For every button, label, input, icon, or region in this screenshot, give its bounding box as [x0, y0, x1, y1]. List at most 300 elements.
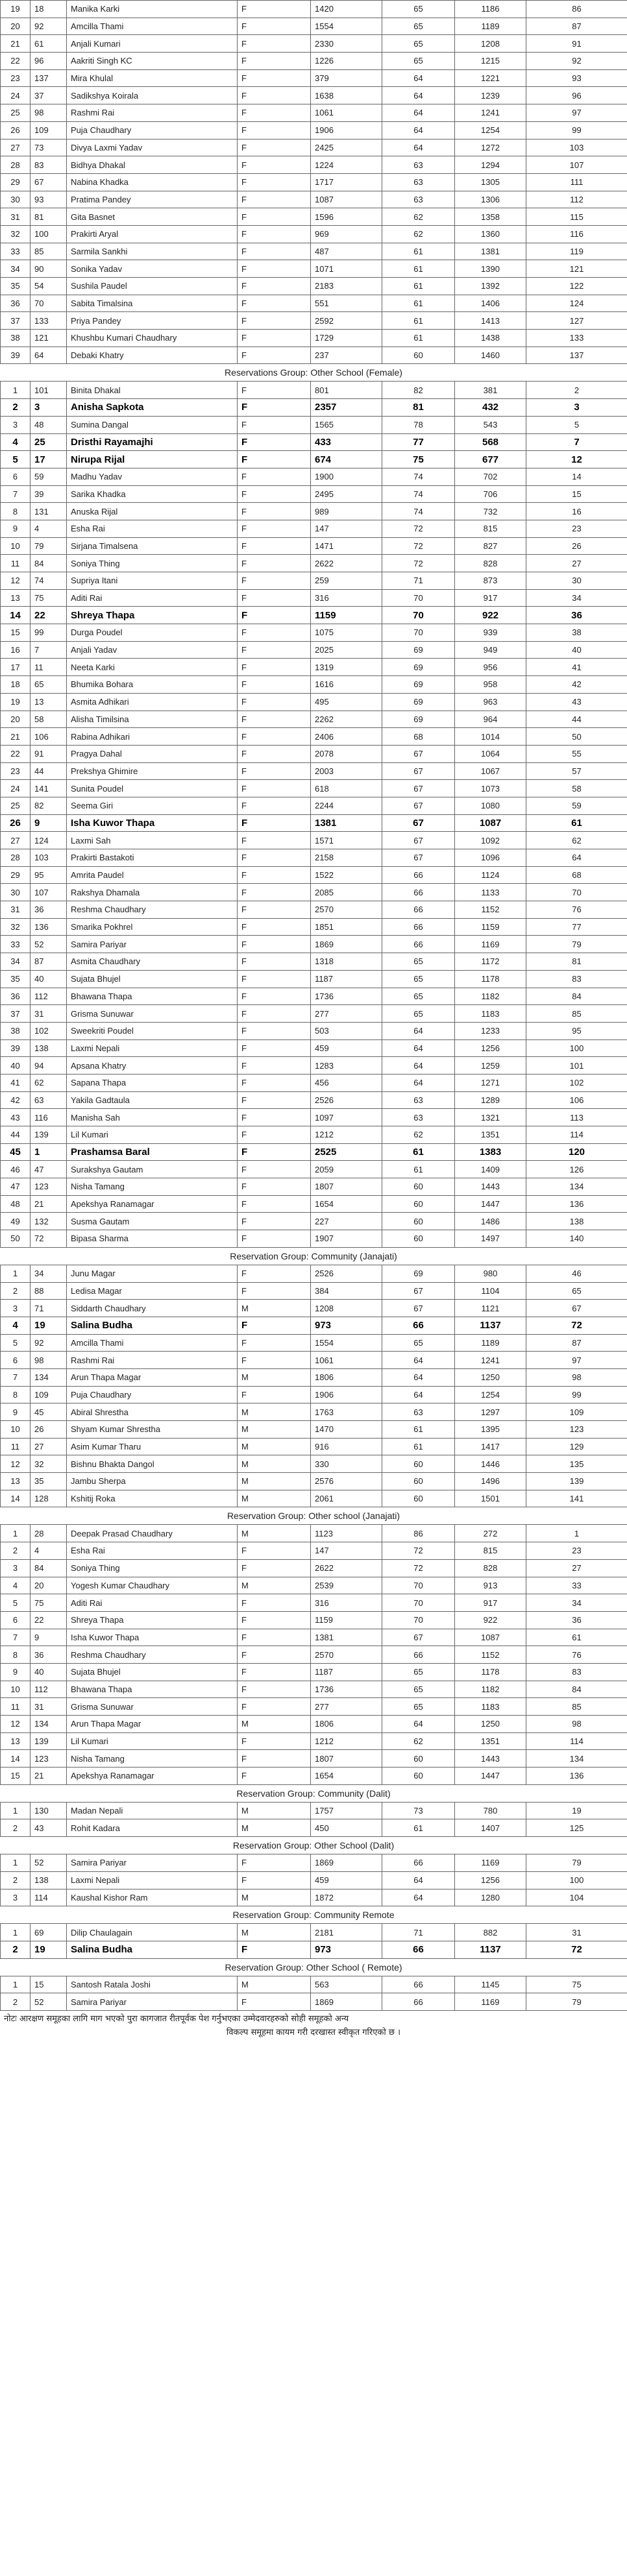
table-row — [1, 1109, 627, 1126]
name-cell: Asmita Chaudhary — [67, 953, 238, 971]
symbol-cell: 1736 — [311, 988, 382, 1005]
table-row — [1, 1455, 627, 1473]
merit-cell: 44 — [526, 711, 627, 728]
symbol-cell: 973 — [311, 1941, 382, 1958]
rank-cell: 1254 — [455, 1386, 526, 1403]
symbol-cell: 1654 — [311, 1768, 382, 1785]
name-cell: Salina Budha — [67, 1317, 238, 1334]
score-cell: 67 — [382, 797, 455, 814]
roll-cell: 54 — [31, 278, 67, 295]
table-row — [1, 346, 627, 364]
roll-cell: 83 — [31, 156, 67, 174]
rank-cell: 1407 — [455, 1819, 526, 1837]
serial-cell: 30 — [1, 884, 31, 901]
rank-cell: 1189 — [455, 1334, 526, 1352]
merit-cell: 23 — [526, 1542, 627, 1560]
roll-cell: 17 — [31, 451, 67, 468]
result-section — [0, 0, 627, 381]
rank-cell: 1438 — [455, 330, 526, 347]
merit-cell: 72 — [526, 1317, 627, 1334]
gender-cell: F — [238, 1317, 311, 1334]
table-row — [1, 1542, 627, 1560]
rank-cell: 1186 — [455, 1, 526, 18]
score-cell: 69 — [382, 659, 455, 676]
gender-cell: F — [238, 1161, 311, 1178]
merit-cell: 79 — [526, 1993, 627, 2011]
roll-cell: 72 — [31, 1230, 67, 1248]
merit-cell: 93 — [526, 69, 627, 87]
roll-cell: 92 — [31, 18, 67, 35]
name-cell: Sapana Thapa — [67, 1074, 238, 1091]
table-row — [1, 1091, 627, 1109]
merit-cell: 116 — [526, 225, 627, 243]
score-cell: 65 — [382, 1334, 455, 1352]
merit-cell: 64 — [526, 849, 627, 867]
table-row — [1, 607, 627, 624]
name-cell: Susma Gautam — [67, 1213, 238, 1230]
serial-cell: 8 — [1, 1646, 31, 1664]
table-row — [1, 1057, 627, 1075]
rank-cell: 1104 — [455, 1282, 526, 1300]
gender-cell: M — [238, 1368, 311, 1386]
name-cell: Puja Chaudhary — [67, 121, 238, 139]
serial-cell: 4 — [1, 1577, 31, 1594]
name-cell: Samira Pariyar — [67, 1854, 238, 1872]
symbol-cell: 1208 — [311, 1300, 382, 1317]
serial-cell: 7 — [1, 1368, 31, 1386]
score-cell: 67 — [382, 762, 455, 780]
symbol-cell: 2495 — [311, 485, 382, 503]
merit-cell: 98 — [526, 1368, 627, 1386]
merit-cell: 84 — [526, 1681, 627, 1698]
note-line-2: विकल्प समूहमा कायम गरी दरखास्त स्वीकृत गरिएको छ । — [226, 2027, 401, 2037]
gender-cell: F — [238, 87, 311, 104]
name-cell: Puja Chaudhary — [67, 1386, 238, 1403]
table-row — [1, 1403, 627, 1421]
symbol-cell: 1159 — [311, 607, 382, 624]
table-row — [1, 936, 627, 953]
score-cell: 64 — [382, 139, 455, 156]
merit-cell: 46 — [526, 1265, 627, 1282]
name-cell: Laxmi Nepali — [67, 1039, 238, 1057]
symbol-cell: 1097 — [311, 1109, 382, 1126]
rank-cell: 1087 — [455, 1629, 526, 1646]
serial-cell: 30 — [1, 191, 31, 208]
score-cell: 74 — [382, 485, 455, 503]
group-caption: Reservations Group: Other School (Female) — [225, 367, 402, 378]
merit-cell: 30 — [526, 572, 627, 590]
roll-cell: 96 — [31, 53, 67, 70]
roll-cell: 139 — [31, 1732, 67, 1750]
gender-cell: F — [238, 1646, 311, 1664]
roll-cell: 101 — [31, 382, 67, 399]
score-cell: 69 — [382, 676, 455, 694]
score-cell: 71 — [382, 1924, 455, 1941]
table-row — [1, 1421, 627, 1439]
table-row — [1, 69, 627, 87]
serial-cell: 36 — [1, 988, 31, 1005]
table-row — [1, 814, 627, 832]
symbol-cell: 2526 — [311, 1265, 382, 1282]
serial-cell: 2 — [1, 1871, 31, 1889]
table-row — [1, 1490, 627, 1507]
rank-cell: 1486 — [455, 1213, 526, 1230]
score-cell: 65 — [382, 1681, 455, 1698]
rank-cell: 1358 — [455, 208, 526, 226]
rank-cell: 1256 — [455, 1871, 526, 1889]
roll-cell: 134 — [31, 1716, 67, 1733]
rank-cell: 1067 — [455, 762, 526, 780]
rank-cell: 1133 — [455, 884, 526, 901]
gender-cell: F — [238, 728, 311, 746]
name-cell: Apekshya Ranamagar — [67, 1195, 238, 1213]
symbol-cell: 1226 — [311, 53, 382, 70]
score-cell: 69 — [382, 1265, 455, 1282]
roll-cell: 95 — [31, 866, 67, 884]
name-cell: Salina Budha — [67, 1941, 238, 1958]
score-cell: 60 — [382, 1195, 455, 1213]
score-cell: 60 — [382, 1750, 455, 1768]
results-table — [0, 1923, 627, 1958]
score-cell: 62 — [382, 1732, 455, 1750]
rank-cell: 1381 — [455, 243, 526, 260]
gender-cell: M — [238, 1421, 311, 1439]
gender-cell: F — [238, 1091, 311, 1109]
symbol-cell: 1381 — [311, 814, 382, 832]
roll-cell: 69 — [31, 1924, 67, 1941]
symbol-cell: 551 — [311, 295, 382, 312]
rank-cell: 677 — [455, 451, 526, 468]
serial-cell: 6 — [1, 1352, 31, 1369]
score-cell: 70 — [382, 1611, 455, 1629]
name-cell: Sonika Yadav — [67, 260, 238, 278]
serial-cell: 37 — [1, 312, 31, 330]
symbol-cell: 2622 — [311, 1559, 382, 1577]
score-cell: 62 — [382, 1126, 455, 1144]
serial-cell: 29 — [1, 173, 31, 191]
serial-cell: 32 — [1, 918, 31, 936]
serial-cell: 16 — [1, 641, 31, 659]
symbol-cell: 459 — [311, 1871, 382, 1889]
symbol-cell: 1071 — [311, 260, 382, 278]
serial-cell: 50 — [1, 1230, 31, 1248]
name-cell: Supriya Itani — [67, 572, 238, 590]
table-row — [1, 295, 627, 312]
symbol-cell: 2539 — [311, 1577, 382, 1594]
serial-cell: 1 — [1, 1525, 31, 1542]
score-cell: 72 — [382, 537, 455, 555]
score-cell: 60 — [382, 346, 455, 364]
score-cell: 60 — [382, 1230, 455, 1248]
serial-cell: 21 — [1, 728, 31, 746]
score-cell: 64 — [382, 1889, 455, 1906]
roll-cell: 48 — [31, 416, 67, 433]
merit-cell: 95 — [526, 1022, 627, 1039]
symbol-cell: 1851 — [311, 918, 382, 936]
gender-cell: F — [238, 953, 311, 971]
serial-cell: 10 — [1, 537, 31, 555]
serial-cell: 44 — [1, 1126, 31, 1144]
table-row — [1, 1368, 627, 1386]
roll-cell: 65 — [31, 676, 67, 694]
name-cell: Shreya Thapa — [67, 607, 238, 624]
score-cell: 60 — [382, 1455, 455, 1473]
rank-cell: 381 — [455, 382, 526, 399]
score-cell: 61 — [382, 295, 455, 312]
serial-cell: 11 — [1, 555, 31, 572]
rank-cell: 1073 — [455, 780, 526, 797]
merit-cell: 40 — [526, 641, 627, 659]
symbol-cell: 1900 — [311, 468, 382, 485]
gender-cell: F — [238, 745, 311, 762]
name-cell: Durga Poudel — [67, 624, 238, 642]
merit-cell: 62 — [526, 832, 627, 849]
rank-cell: 1443 — [455, 1750, 526, 1768]
gender-cell: F — [238, 243, 311, 260]
roll-cell: 75 — [31, 589, 67, 607]
gender-cell: F — [238, 191, 311, 208]
gender-cell: F — [238, 1143, 311, 1161]
gender-cell: F — [238, 1871, 311, 1889]
rank-cell: 1169 — [455, 1854, 526, 1872]
symbol-cell: 2183 — [311, 278, 382, 295]
serial-cell: 6 — [1, 468, 31, 485]
roll-cell: 106 — [31, 728, 67, 746]
merit-cell: 141 — [526, 1490, 627, 1507]
rank-cell: 1289 — [455, 1091, 526, 1109]
serial-cell: 1 — [1, 1802, 31, 1819]
gender-cell: F — [238, 884, 311, 901]
serial-cell: 25 — [1, 797, 31, 814]
gender-cell: M — [238, 1403, 311, 1421]
merit-cell: 111 — [526, 173, 627, 191]
roll-cell: 45 — [31, 1403, 67, 1421]
roll-cell: 90 — [31, 260, 67, 278]
rank-cell: 1501 — [455, 1490, 526, 1507]
score-cell: 67 — [382, 1282, 455, 1300]
roll-cell: 1 — [31, 1143, 67, 1161]
gender-cell: F — [238, 433, 311, 451]
table-row — [1, 762, 627, 780]
serial-cell: 15 — [1, 624, 31, 642]
roll-cell: 131 — [31, 503, 67, 520]
gender-cell: F — [238, 520, 311, 537]
gender-cell: F — [238, 139, 311, 156]
table-row — [1, 970, 627, 988]
serial-cell: 14 — [1, 607, 31, 624]
roll-cell: 39 — [31, 485, 67, 503]
score-cell: 62 — [382, 225, 455, 243]
table-row — [1, 918, 627, 936]
table-row — [1, 243, 627, 260]
symbol-cell: 1807 — [311, 1178, 382, 1196]
merit-cell: 129 — [526, 1438, 627, 1455]
merit-cell: 123 — [526, 1421, 627, 1439]
serial-cell: 31 — [1, 208, 31, 226]
score-cell: 64 — [382, 87, 455, 104]
rank-cell: 702 — [455, 468, 526, 485]
roll-cell: 87 — [31, 953, 67, 971]
roll-cell: 7 — [31, 641, 67, 659]
roll-cell: 136 — [31, 918, 67, 936]
symbol-cell: 2059 — [311, 1161, 382, 1178]
rank-cell: 917 — [455, 589, 526, 607]
gender-cell: M — [238, 1490, 311, 1507]
gender-cell: F — [238, 382, 311, 399]
rank-cell: 1137 — [455, 1941, 526, 1958]
symbol-cell: 1807 — [311, 1750, 382, 1768]
gender-cell: F — [238, 607, 311, 624]
roll-cell: 102 — [31, 1022, 67, 1039]
group-caption: Reservation Group: Other school (Janajati) — [227, 1511, 400, 1522]
symbol-cell: 1224 — [311, 156, 382, 174]
serial-cell: 36 — [1, 295, 31, 312]
table-row — [1, 278, 627, 295]
score-cell: 61 — [382, 1819, 455, 1837]
gender-cell: F — [238, 451, 311, 468]
note-line-1: नोटः आरक्षण समूहका लागि माग भएको पुरा कागजात रीतपूर्वक पेश गर्नुभएका उम्मेदवारहरुको सोही समूहको अन्य — [4, 2013, 349, 2024]
serial-cell: 2 — [1, 1282, 31, 1300]
symbol-cell: 2025 — [311, 641, 382, 659]
rank-cell: 963 — [455, 693, 526, 711]
symbol-cell: 456 — [311, 1074, 382, 1091]
gender-cell: F — [238, 1282, 311, 1300]
name-cell: Sujata Bhujel — [67, 1663, 238, 1681]
gender-cell: F — [238, 1334, 311, 1352]
rank-cell: 1409 — [455, 1161, 526, 1178]
roll-cell: 141 — [31, 780, 67, 797]
rank-cell: 1137 — [455, 1317, 526, 1334]
serial-cell: 1 — [1, 382, 31, 399]
merit-cell: 136 — [526, 1195, 627, 1213]
merit-cell: 34 — [526, 1594, 627, 1612]
symbol-cell: 487 — [311, 243, 382, 260]
rank-cell: 980 — [455, 1265, 526, 1282]
merit-cell: 100 — [526, 1871, 627, 1889]
rank-cell: 1221 — [455, 69, 526, 87]
score-cell: 63 — [382, 191, 455, 208]
rank-cell: 1172 — [455, 953, 526, 971]
rank-cell: 1208 — [455, 35, 526, 53]
symbol-cell: 259 — [311, 572, 382, 590]
table-row — [1, 35, 627, 53]
name-cell: Grisma Sunuwar — [67, 1698, 238, 1716]
symbol-cell: 459 — [311, 1039, 382, 1057]
score-cell: 65 — [382, 53, 455, 70]
gender-cell: F — [238, 711, 311, 728]
serial-cell: 19 — [1, 1, 31, 18]
roll-cell: 64 — [31, 346, 67, 364]
name-cell: Anjali Kumari — [67, 35, 238, 53]
roll-cell: 82 — [31, 797, 67, 814]
score-cell: 66 — [382, 1976, 455, 1993]
score-cell: 66 — [382, 884, 455, 901]
merit-cell: 76 — [526, 901, 627, 919]
table-row — [1, 537, 627, 555]
name-cell: Arun Thapa Magar — [67, 1716, 238, 1733]
results-table — [0, 0, 627, 364]
symbol-cell: 1283 — [311, 1057, 382, 1075]
symbol-cell: 1075 — [311, 624, 382, 642]
name-cell: Dristhi Rayamajhi — [67, 433, 238, 451]
roll-cell: 98 — [31, 104, 67, 122]
rank-cell: 1145 — [455, 1976, 526, 1993]
name-cell: Bishnu Bhakta Dangol — [67, 1455, 238, 1473]
gender-cell: F — [238, 832, 311, 849]
group-caption: Reservation Group: Other School (Dalit) — [232, 1840, 395, 1851]
serial-cell: 31 — [1, 901, 31, 919]
score-cell: 64 — [382, 1871, 455, 1889]
score-cell: 77 — [382, 433, 455, 451]
merit-cell: 16 — [526, 503, 627, 520]
rank-cell: 913 — [455, 1577, 526, 1594]
symbol-cell: 2244 — [311, 797, 382, 814]
table-row — [1, 1282, 627, 1300]
table-row — [1, 156, 627, 174]
symbol-cell: 2357 — [311, 399, 382, 417]
rank-cell: 1443 — [455, 1178, 526, 1196]
gender-cell: F — [238, 659, 311, 676]
table-row — [1, 1161, 627, 1178]
serial-cell: 2 — [1, 1542, 31, 1560]
rank-cell: 1259 — [455, 1057, 526, 1075]
rank-cell: 1351 — [455, 1732, 526, 1750]
roll-cell: 112 — [31, 988, 67, 1005]
merit-cell: 50 — [526, 728, 627, 746]
gender-cell: F — [238, 1005, 311, 1023]
roll-cell: 107 — [31, 884, 67, 901]
symbol-cell: 1806 — [311, 1716, 382, 1733]
result-section — [0, 1854, 627, 1923]
serial-cell: 18 — [1, 676, 31, 694]
symbol-cell: 1061 — [311, 1352, 382, 1369]
roll-cell: 124 — [31, 832, 67, 849]
roll-cell: 25 — [31, 433, 67, 451]
roll-cell: 114 — [31, 1889, 67, 1906]
table-row — [1, 260, 627, 278]
merit-cell: 136 — [526, 1768, 627, 1785]
roll-cell: 138 — [31, 1039, 67, 1057]
roll-cell: 40 — [31, 970, 67, 988]
gender-cell: M — [238, 1455, 311, 1473]
merit-cell: 75 — [526, 1976, 627, 1993]
gender-cell: F — [238, 1074, 311, 1091]
rank-cell: 1014 — [455, 728, 526, 746]
table-row — [1, 1230, 627, 1248]
rank-cell: 1239 — [455, 87, 526, 104]
serial-cell: 9 — [1, 1403, 31, 1421]
rank-cell: 1447 — [455, 1195, 526, 1213]
name-cell: Prakirti Bastakoti — [67, 849, 238, 867]
table-row — [1, 1, 627, 18]
score-cell: 72 — [382, 1559, 455, 1577]
roll-cell: 58 — [31, 711, 67, 728]
symbol-cell: 618 — [311, 780, 382, 797]
gender-cell: F — [238, 1663, 311, 1681]
score-cell: 66 — [382, 936, 455, 953]
merit-cell: 112 — [526, 191, 627, 208]
gender-cell: F — [238, 1386, 311, 1403]
gender-cell: F — [238, 1213, 311, 1230]
merit-cell: 68 — [526, 866, 627, 884]
gender-cell: F — [238, 1681, 311, 1698]
serial-cell: 5 — [1, 1334, 31, 1352]
merit-cell: 3 — [526, 399, 627, 417]
rank-cell: 1254 — [455, 121, 526, 139]
roll-cell: 70 — [31, 295, 67, 312]
name-cell: Madan Nepali — [67, 1802, 238, 1819]
roll-cell: 9 — [31, 814, 67, 832]
